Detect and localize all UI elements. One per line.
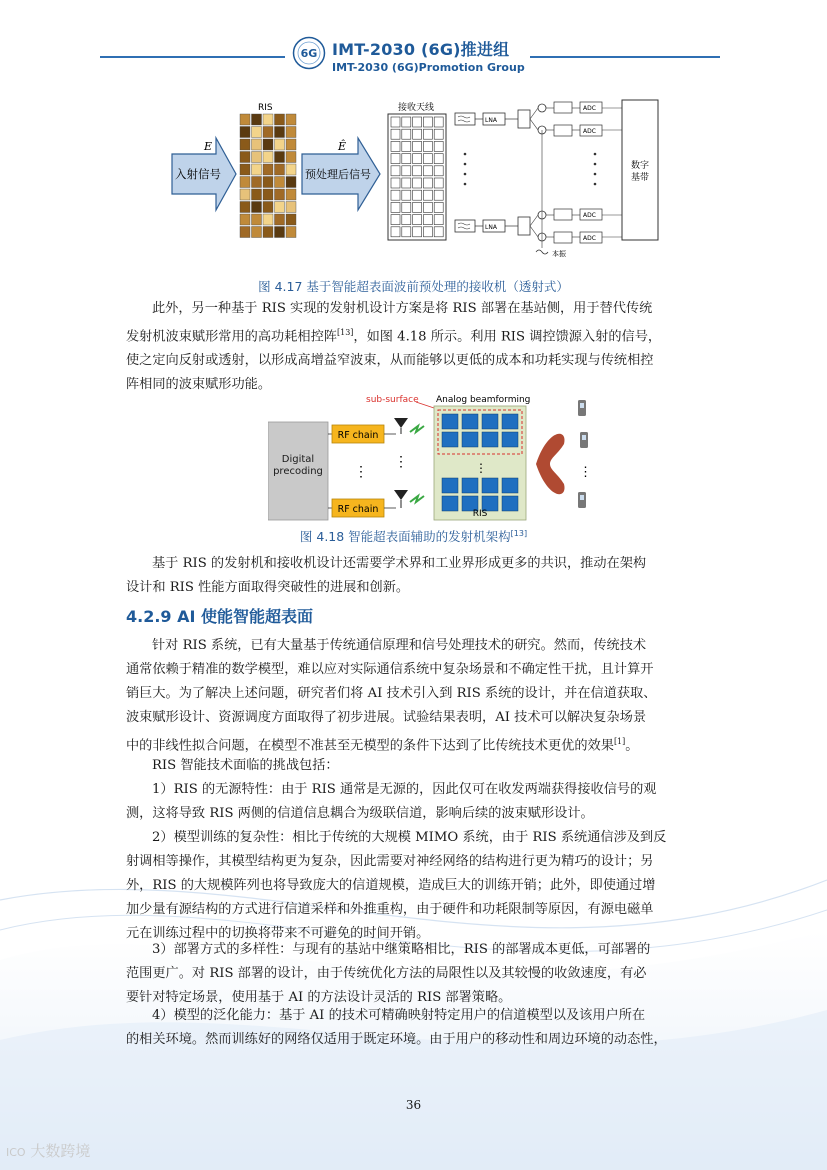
header-logo-text	[332, 37, 525, 74]
antenna-grid	[388, 114, 446, 240]
ris-cell	[252, 177, 262, 188]
antenna-cell	[423, 154, 432, 164]
para2-line-1: 基于 RIS 的发射机和接收机设计还需要学术界和工业界形成更多的共识，推动在架构	[152, 556, 647, 571]
para3-line-3: 销巨大。为了解决上述问题，研究者们将 AI 技术引入到 RIS 系统的设计，并在信道获取、	[126, 686, 657, 701]
antenna-cell	[391, 129, 400, 139]
antenna-cell	[413, 178, 422, 188]
antenna-cell	[402, 166, 411, 176]
receiver-chain-top	[455, 102, 622, 136]
dots-users: ⋮	[579, 465, 592, 480]
para3-line-2: 通常依赖于精准的数学模型，难以应对实际通信系统中复杂场景和不确定性干扰，且计算开	[126, 662, 654, 677]
figure-4-17-receiver-diagram	[170, 98, 660, 270]
ris-cell	[286, 214, 296, 225]
antenna-cell	[434, 117, 443, 127]
para1-line-1: 此外，另一种基于 RIS 实现的发射机设计方案是将 RIS 部署在基站侧，用于替代传统	[152, 301, 653, 316]
ris-cell	[252, 164, 262, 175]
imt2030-logo-icon	[292, 36, 326, 70]
antenna-cell	[423, 202, 432, 212]
ris-label-top: RIS	[258, 103, 273, 113]
ris-cell	[275, 139, 285, 150]
paragraph-challenge-3	[126, 938, 700, 1010]
paragraph-challenge-4	[126, 1004, 700, 1052]
watermark	[6, 1140, 90, 1161]
ris-cell	[275, 127, 285, 138]
ris-cell	[263, 189, 273, 200]
para8-line-1: 4）模型的泛化能力：基于 AI 的技术可精确映射特定用户的信道模型以及该用户所在	[152, 1008, 646, 1023]
adc-label-3: ADC	[583, 212, 596, 219]
antenna-cell	[413, 227, 422, 237]
baseband-label: 数字基带	[630, 161, 650, 183]
dots-ris: ⋮	[475, 461, 487, 475]
antenna-cell	[423, 227, 432, 237]
lo-source-icon	[536, 250, 548, 254]
ris-element	[482, 414, 498, 429]
ris-element	[502, 478, 518, 493]
ris-element	[442, 478, 458, 493]
ris-element	[502, 414, 518, 429]
ris-cell	[240, 152, 250, 163]
e-label: E	[204, 140, 213, 153]
para7-line-1: 3）部署方式的多样性：与现有的基站中继策略相比，RIS 的部署成本更低，可部署的	[152, 942, 651, 957]
ris-element	[442, 496, 458, 511]
para3-line-5a: 中的非线性拟合问题，在模型不准甚至无模型的条件下达到了比传统技术更优的效果	[126, 738, 614, 754]
rf-chain-bottom-label: RF chain	[337, 504, 379, 515]
header-subtitle: IMT-2030 (6G)Promotion Group	[332, 61, 525, 74]
ris-cell	[275, 114, 285, 125]
para6-line-4: 加少量有源结构的方式进行信道采样和外推重构，由于硬件和功耗限制等原因，有源电磁单	[126, 902, 654, 917]
antenna-cell	[391, 227, 400, 237]
lo-label: 本振	[552, 250, 566, 258]
para6-line-2: 射调相等操作，其模型结构更为复杂，因此需要对神经网络的结构进行更为精巧的设计；另	[126, 854, 654, 869]
antenna-cell	[402, 215, 411, 225]
paragraph-challenges-intro	[126, 754, 700, 778]
ris-cell	[275, 177, 285, 188]
antenna-cell	[391, 202, 400, 212]
para7-line-2: 范围更广。对 RIS 部署的设计，由于传统优化方法的局限性以及其较慢的收敛速度，有必	[126, 966, 647, 981]
ris-element	[462, 478, 478, 493]
antenna-cell	[413, 154, 422, 164]
page-header	[100, 34, 720, 84]
adc-label-2: ADC	[583, 128, 596, 135]
ris-cell	[286, 114, 296, 125]
ris-cell	[263, 164, 273, 175]
ris-cell	[252, 227, 262, 238]
figure-4-17-caption: 图 4.17 基于智能超表面波前预处理的接收机（透射式）	[258, 279, 569, 294]
antenna-cell	[402, 129, 411, 139]
antenna-bottom-icon	[394, 490, 408, 500]
para5-line-1: 1）RIS 的无源特性：由于 RIS 通常是无源的，因此仅可在收发两端获得接收信号的观	[152, 782, 657, 797]
analog-beamforming-label: Analog beamforming	[436, 395, 531, 405]
ris-cell	[252, 202, 262, 213]
ris-grid	[240, 114, 296, 238]
ris-cell	[240, 227, 250, 238]
para2-line-2: 设计和 RIS 性能方面取得突破性的进展和创新。	[126, 580, 410, 595]
antenna-cell	[413, 117, 422, 127]
para1-line-2a: 发射机波束赋形常用的高功耗相控阵	[126, 329, 337, 345]
ris-cell	[263, 202, 273, 213]
ris-element	[442, 432, 458, 447]
signal-zigzag-bottom	[410, 496, 424, 502]
ris-element	[462, 414, 478, 429]
ris-cell	[263, 227, 273, 238]
antenna-cell	[434, 129, 443, 139]
ris-cell	[252, 152, 262, 163]
antenna-cell	[413, 166, 422, 176]
ris-element	[502, 432, 518, 447]
ris-cell	[286, 189, 296, 200]
paragraph-transmitter-design	[126, 297, 700, 397]
antenna-cell	[423, 141, 432, 151]
para3-line-4: 波束赋形设计、资源调度方面取得了初步进展。试验结果表明，AI 技术可以解决复杂场景	[126, 710, 647, 725]
ris-panel-label: RIS	[472, 509, 488, 519]
antenna-cell	[423, 129, 432, 139]
ris-cell	[263, 214, 273, 225]
ris-element	[462, 432, 478, 447]
adc-label-4: ADC	[583, 235, 596, 242]
antenna-cell	[423, 215, 432, 225]
para1-line-3: 使之定向反射或透射，以形成高增益窄波束，从而能够以更低的成本和功耗实现与传统相控	[126, 353, 654, 369]
dots-left: ⋮	[354, 464, 368, 480]
sub-surface-label: sub-surface	[366, 395, 419, 405]
antenna-cell	[402, 117, 411, 127]
antenna-label: 接收天线	[398, 103, 435, 113]
ris-element	[502, 496, 518, 511]
ris-cell	[275, 227, 285, 238]
para3-line-5: 中的非线性拟合问题，在模型不准甚至无模型的条件下达到了比传统技术更优的效果[1]。	[126, 737, 639, 754]
e-hat-label: Ê	[338, 140, 347, 153]
user-phones	[578, 400, 588, 508]
ris-cell	[240, 114, 250, 125]
antenna-cell	[423, 190, 432, 200]
ris-cell	[275, 189, 285, 200]
ris-cell	[240, 177, 250, 188]
antenna-cell	[413, 190, 422, 200]
antenna-cell	[391, 154, 400, 164]
paragraph-consensus	[126, 552, 700, 600]
header-line-left	[100, 56, 285, 58]
antenna-cell	[434, 215, 443, 225]
para7-line-3: 要针对特定场景，使用基于 AI 的方法设计灵活的 RIS 部署策略。	[126, 990, 512, 1005]
ris-cell	[275, 164, 285, 175]
antenna-cell	[391, 178, 400, 188]
ris-cell	[286, 227, 296, 238]
page-number: 36	[405, 1098, 422, 1112]
para1-line-2	[126, 321, 700, 349]
para6-line-5: 元在训练过程中的切换将带来不可避免的时间开销。	[126, 926, 430, 941]
ris-cell	[240, 127, 250, 138]
adc-label-1: ADC	[583, 105, 596, 112]
ris-cell	[252, 127, 262, 138]
ris-cell	[286, 139, 296, 150]
beam-lobe	[536, 434, 565, 494]
para1-ref: [13]	[337, 328, 354, 337]
ris-cell	[275, 152, 285, 163]
ris-cell	[252, 139, 262, 150]
antenna-cell	[402, 178, 411, 188]
ris-cell	[240, 139, 250, 150]
header-title: IMT-2030 (6G)推进组	[332, 40, 510, 59]
antenna-cell	[413, 215, 422, 225]
antenna-cell	[423, 117, 432, 127]
antenna-cell	[434, 227, 443, 237]
antenna-cell	[402, 190, 411, 200]
antenna-cell	[402, 141, 411, 151]
ris-cell	[252, 189, 262, 200]
antenna-cell	[434, 166, 443, 176]
antenna-cell	[402, 227, 411, 237]
ris-cell	[275, 202, 285, 213]
section-title-text: 使能智能超表面	[201, 607, 314, 626]
section-number: 4.2.9 AI	[126, 607, 196, 626]
para6-line-1: 2）模型训练的复杂性：相比于传统的大规模 MIMO 系统，由于 RIS 系统通信涉及到反	[152, 830, 667, 845]
antenna-cell	[434, 141, 443, 151]
ris-cell	[252, 214, 262, 225]
ris-cell	[286, 177, 296, 188]
antenna-cell	[413, 129, 422, 139]
header-line-right	[530, 56, 720, 58]
watermark-logo: ICO	[6, 1146, 26, 1159]
para3-ref: [1]	[613, 737, 626, 746]
paragraph-challenge-2	[126, 826, 700, 946]
ris-cell	[240, 214, 250, 225]
antenna-cell	[434, 154, 443, 164]
para6-line-3: 外，RIS 的大规模阵列也将导致庞大的信道规模，造成巨大的训练开销；此外，即使通过增	[126, 878, 656, 893]
paragraph-ai-intro	[126, 634, 700, 758]
ris-cell	[263, 114, 273, 125]
para3-line-1: 针对 RIS 系统，已有大量基于传统通信原理和信号处理技术的研究。然而，传统技术	[152, 638, 647, 653]
para1-line-2b: ，如图 4.18 所示。利用 RIS 调控馈源入射的信号，	[353, 329, 662, 345]
antenna-cell	[402, 202, 411, 212]
antenna-cell	[434, 202, 443, 212]
ris-cell	[286, 202, 296, 213]
figure-4-18-transmitter-diagram	[268, 392, 598, 522]
antenna-cell	[423, 166, 432, 176]
ris-cell	[240, 202, 250, 213]
vertical-dots	[464, 153, 597, 186]
antenna-cell	[391, 190, 400, 200]
ris-cell	[286, 164, 296, 175]
ris-cell	[275, 214, 285, 225]
para4-line-1: RIS 智能技术面临的挑战包括：	[152, 758, 339, 773]
signal-zigzag-top	[410, 426, 424, 432]
paragraph-challenge-1	[126, 778, 700, 826]
dots-mid: ⋮	[394, 454, 408, 470]
ris-cell	[263, 139, 273, 150]
antenna-cell	[391, 117, 400, 127]
ris-cell	[252, 114, 262, 125]
ris-cell	[286, 152, 296, 163]
antenna-cell	[413, 141, 422, 151]
para1-line-4: 阵相同的波束赋形功能。	[126, 377, 272, 393]
preprocessed-signal-label: 预处理后信号	[305, 168, 371, 181]
receiver-chain-bottom	[455, 209, 622, 243]
section-heading-4-2-9	[126, 604, 313, 627]
incident-signal-label: 入射信号	[175, 167, 221, 181]
digital-precoding-label: Digital precoding	[273, 454, 323, 477]
para8-line-2: 的相关环境。然而训练好的网络仅适用于既定环境。由于用户的移动性和周边环境的动态性，	[126, 1032, 667, 1047]
antenna-cell	[391, 215, 400, 225]
ris-element	[482, 432, 498, 447]
antenna-cell	[391, 141, 400, 151]
rf-chain-top-label: RF chain	[337, 430, 379, 441]
lna-top-label: LNA	[485, 117, 497, 124]
figure-4-18-caption-text: 图 4.18 智能超表面辅助的发射机架构	[299, 529, 511, 544]
ris-cell	[263, 127, 273, 138]
watermark-text: 大数跨境	[30, 1142, 91, 1160]
para5-line-2: 测，这将导致 RIS 两侧的信道信息耦合为级联信道，影响后续的波束赋形设计。	[126, 806, 594, 821]
lna-bottom-label: LNA	[485, 224, 497, 231]
logo-6g-text: 6G	[300, 47, 318, 60]
ris-cell	[263, 177, 273, 188]
antenna-cell	[391, 166, 400, 176]
ris-element	[442, 414, 458, 429]
antenna-cell	[434, 178, 443, 188]
figure-4-18-caption	[0, 527, 827, 545]
ris-cell	[240, 189, 250, 200]
ris-element	[482, 478, 498, 493]
antenna-cell	[423, 178, 432, 188]
antenna-cell	[434, 190, 443, 200]
antenna-top-icon	[394, 418, 408, 428]
figure-4-18-caption-ref: [13]	[510, 528, 528, 538]
ris-cell	[286, 127, 296, 138]
antenna-cell	[413, 202, 422, 212]
antenna-cell	[402, 154, 411, 164]
ris-cell	[263, 152, 273, 163]
ris-cell	[240, 164, 250, 175]
